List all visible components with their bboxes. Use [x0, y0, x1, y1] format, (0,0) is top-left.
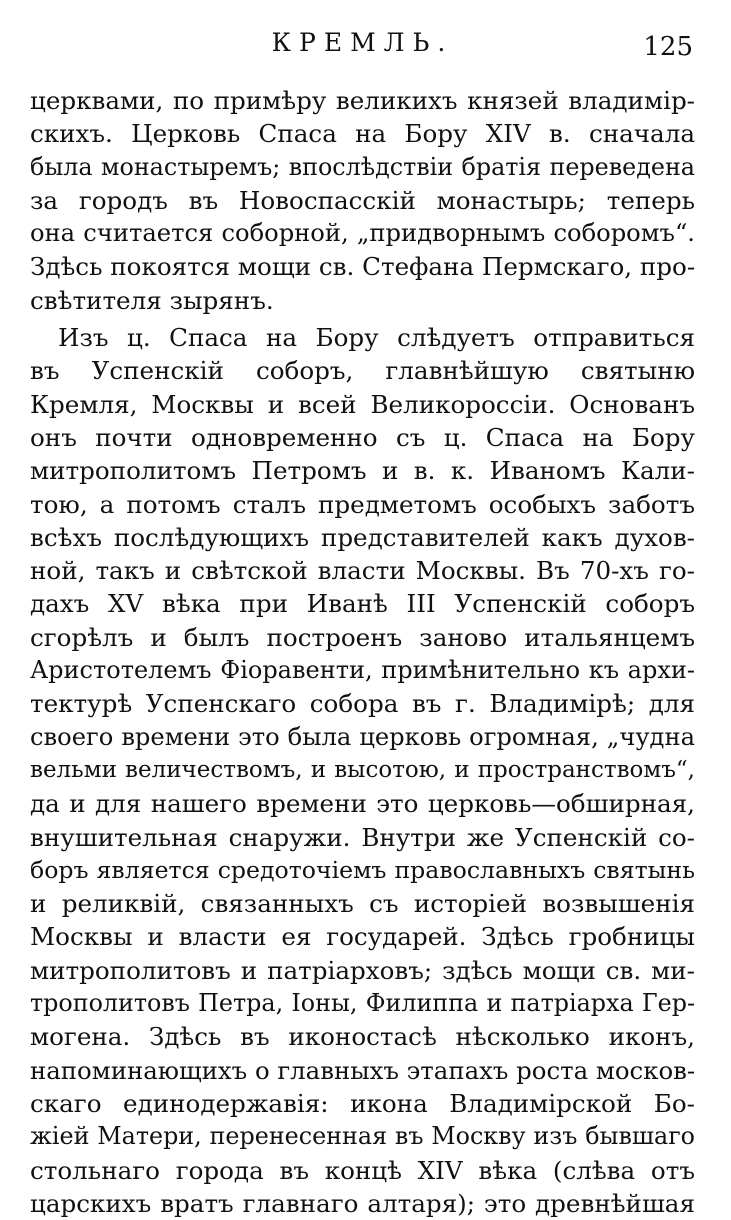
text-line: скихъ. Церковь Спаса на Бору XIV в. сначала: [30, 119, 695, 149]
paragraph: [30, 321, 695, 1220]
running-head: [30, 22, 695, 62]
running-head-title: КРЕМЛЬ.: [271, 28, 454, 57]
text-line: была монастыремъ; впослѣдствіи братія переведена: [30, 152, 695, 181]
text-line: скаго единодержавія: икона Владимірской Бо-: [30, 1088, 695, 1118]
text-line: она считается соборной, „придворнымъ соборомъ“.: [30, 219, 695, 248]
text-line: Москвы и власти ея государей. Здѣсь гробницы: [30, 922, 695, 952]
text-line: Кремля, Москвы и всей Великороссіи. Основанъ: [30, 389, 695, 419]
text-line: вельми величествомъ, и высотою, и пространствомъ“,: [30, 756, 695, 783]
text-line: сгорѣлъ и былъ построенъ заново итальянцемъ: [30, 622, 695, 652]
text-line: въ Успенскій соборъ, главнѣйшую святыню: [30, 356, 695, 386]
paragraph: [30, 84, 695, 317]
text-line: церквами, по примѣру великихъ князей владимір-: [30, 86, 695, 115]
text-line: могена. Здѣсь въ иконостасѣ нѣсколько иконъ,: [30, 1022, 695, 1052]
text-line: тектурѣ Успенскаго собора въ г. Владимірѣ; для: [30, 689, 695, 719]
text-line: онъ почти одновременно съ ц. Спаса на Бору: [30, 422, 695, 452]
text-line: боръ является средоточіемъ православныхъ святынь: [30, 855, 695, 884]
text-line: ной, такъ и свѣтской власти Москвы. Въ 70-хъ го-: [30, 556, 695, 586]
text-line: Изъ ц. Спаса на Бору слѣдуетъ отправиться: [58, 323, 695, 353]
text-line: внушительная снаружи. Внутри же Успенскій со-: [30, 822, 695, 852]
text-line: Аристотелемъ Фіоравенти, примѣнительно къ архи-: [30, 656, 695, 685]
text-line: митрополитомъ Петромъ и в. к. Иваномъ Кали-: [30, 456, 695, 486]
text-line: трополитовъ Петра, Іоны, Филиппа и патріарха Гер-: [30, 989, 695, 1018]
text-line: и реликвій, связанныхъ съ исторіей возвышенія: [30, 889, 695, 919]
text-line: своего времени это была церковь огромная, „чудна: [30, 722, 695, 751]
body-text: [30, 84, 695, 1220]
text-line: жіей Матери, перенесенная въ Москву изъ бывшаго: [30, 1122, 695, 1151]
text-line: да и для нашего времени это церковь—обширная,: [30, 789, 695, 819]
text-line: напоминающихъ о главныхъ этапахъ роста москов-: [30, 1055, 695, 1085]
text-line: царскихъ вратъ главнаго алтаря); это древнѣйшая: [30, 1188, 695, 1218]
text-line: свѣтителя зырянъ.: [30, 285, 274, 315]
text-line: за городъ въ Новоспасскій монастырь; теперь: [30, 185, 695, 215]
text-line: митрополитовъ и патріарховъ; здѣсь мощи св. ми-: [30, 955, 695, 985]
text-line: всѣхъ послѣдующихъ представителей какъ духов-: [30, 522, 695, 552]
text-line: Здѣсь покоятся мощи св. Стефана Пермскаго, про-: [30, 252, 695, 282]
page-number: 125: [643, 32, 693, 62]
text-line: стольнаго города въ концѣ XIV вѣка (слѣва отъ: [30, 1155, 695, 1185]
text-line: дахъ XV вѣка при Иванѣ III Успенскій соборъ: [30, 589, 695, 619]
text-line: тою, а потомъ сталъ предметомъ особыхъ заботъ: [30, 489, 695, 519]
